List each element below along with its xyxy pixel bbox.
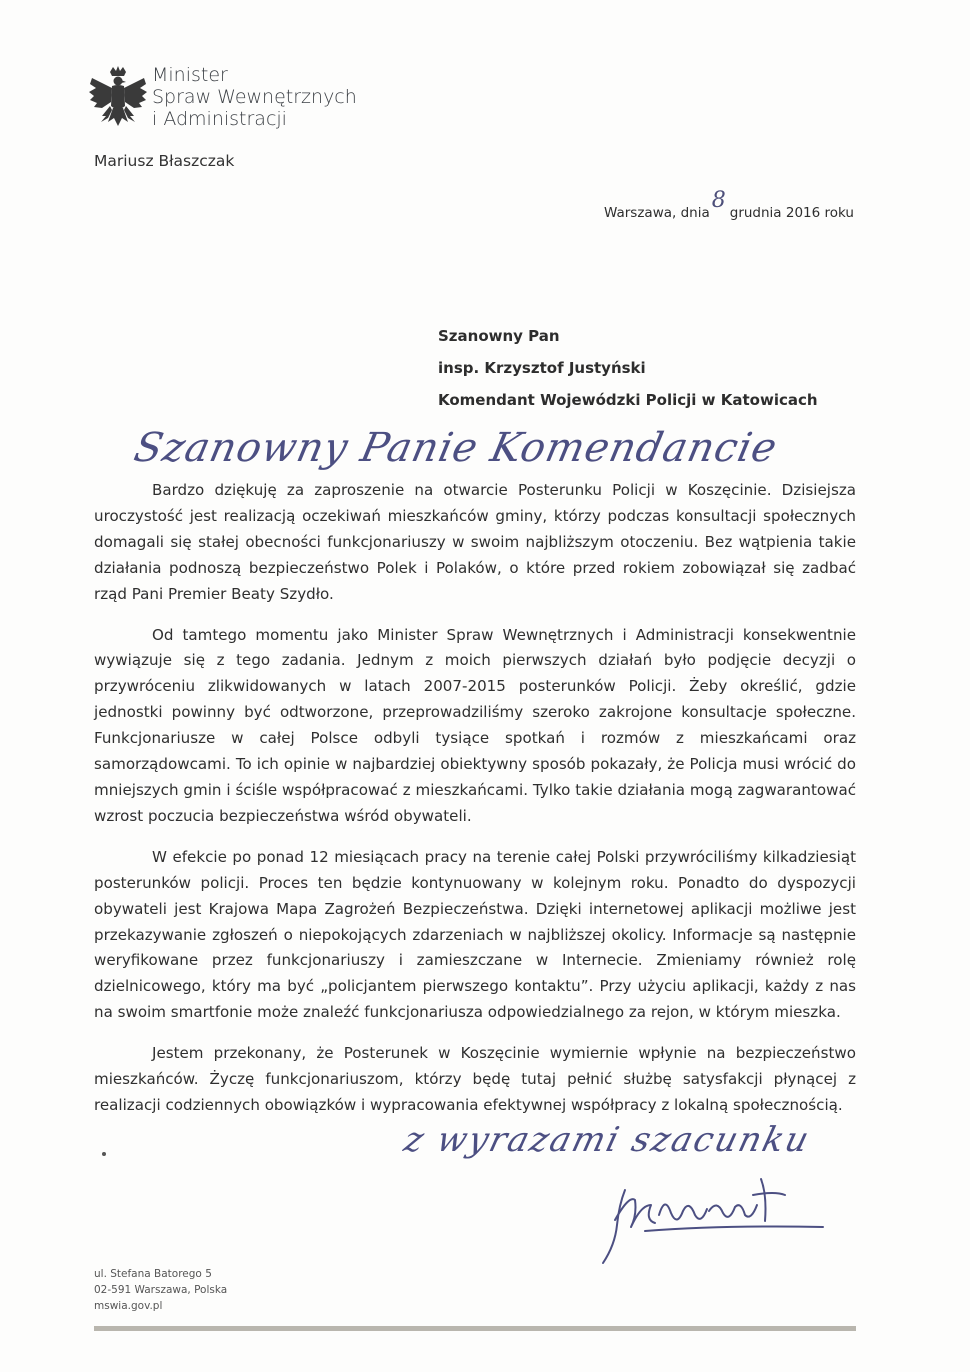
footer-street: ul. Stefana Batorego 5 xyxy=(94,1268,212,1280)
date-day-handwritten: 8 xyxy=(711,188,726,213)
handwritten-salutation: Szanowny Panie Komendancie xyxy=(130,425,782,471)
letter-body xyxy=(94,478,856,1134)
body-paragraph: Bardzo dziękuję za zaproszenie na otwarcie Posterunku Policji w Koszęcinie. Dzisiejsza uroczystość jest realizacją oczekiwań mieszkańców gminy, którzy podczas konsultacji społecznych domagali się stałej obecności funkcjonariuszy w swoim najbliższym otoczeniu. Bez wątpienia takie działania podnoszą bezpieczeństwo Polek i Polaków, o które przed rokiem zobowiązał się zadbać rząd Pani Premier Beaty Szydło. xyxy=(94,481,856,603)
ministry-name-line1: Minister xyxy=(152,64,228,86)
date-prefix: Warszawa, dnia xyxy=(604,205,710,221)
body-paragraph: Jestem przekonany, że Posterunek w Koszęcinie wymiernie wpłynie na bezpieczeństwo mieszkańców. Życzę funkcjonariuszom, którzy będę tutaj pełnić służbę satysfakcji płynącej z realizacji codziennych obowiązków i wypracowania efektywnej współpracy z lokalną społecznością. xyxy=(94,1044,856,1114)
body-paragraph: Od tamtego momentu jako Minister Spraw Wewnętrznych i Administracji konsekwentnie wywiązuje się z tego zadania. Jednym z moich pierwszych działań było podjęcie decyzji o przywróceniu zlikwidowanych w latach 2007-2015 posterunków Policji. Żeby określić, gdzie jednostki powinny być odtworzone, przeprowadziliśmy szeroko zakrojone konsultacje społeczne. Funkcjonariusze w całej Polsce odbyli tysiące spotkań i rozmów z mieszkańcami oraz samorządowcami. To ich opinie w najbardziej obiektywny sposób pokazały, że Policja musi wrócić do mniejszych gmin i ściśle współpracować z mieszkańcami. Tylko takie działania mogą zagwarantować wzrost poczucia bezpieczeństwa wśród obywateli. xyxy=(94,625,856,825)
ministry-name-line2: Spraw Wewnętrznych xyxy=(152,86,357,108)
stray-dot xyxy=(102,1152,106,1156)
handwritten-closing: z wyrazami szacunku xyxy=(400,1120,815,1160)
footer-divider xyxy=(94,1326,856,1331)
addressee-block xyxy=(438,320,818,416)
ministry-name xyxy=(152,64,357,130)
body-paragraph: W efekcie po ponad 12 miesiącach pracy na terenie całej Polski przywróciliśmy kilkadziesiąt posterunków policji. Proces ten będzie kontynuowany w kolejnym roku. Ponadto do dyspozycji obywateli jest Krajowa Mapa Zagrożeń Bezpieczeństwa. Dzięki internetowej aplikacji możliwe jest przekazywanie zgłoszeń o niepokojących zdarzeniach w najbliższej okolicy. Informacje są następnie weryfikowane przez funkcjonariuszy i zamieszczane w Internecie. Zmieniamy również rolę dzielnicowego, który ma być „policjantem pierwszego kontaktu”. Przy użyciu aplikacji, każdy z nas na swoim smartfonie może znaleźć funkcjonariusza odpowiedzialnego za rejon, w którym mieszka. xyxy=(94,847,856,1022)
minister-name: Mariusz Błaszczak xyxy=(94,152,235,170)
polish-eagle-emblem-icon xyxy=(88,66,148,136)
addressee-salutation: Szanowny Pan xyxy=(438,327,560,345)
handwritten-signature xyxy=(585,1165,835,1270)
ministry-name-line3: i Administracji xyxy=(152,108,287,130)
date-line xyxy=(604,188,854,223)
addressee-title: Komendant Wojewódzki Policji w Katowicach xyxy=(438,391,818,409)
footer-address xyxy=(94,1266,227,1314)
date-suffix: grudnia 2016 roku xyxy=(729,205,854,221)
addressee-name: insp. Krzysztof Justyński xyxy=(438,359,646,377)
footer-website: mswia.gov.pl xyxy=(94,1300,163,1312)
footer-city: 02-591 Warszawa, Polska xyxy=(94,1284,228,1296)
